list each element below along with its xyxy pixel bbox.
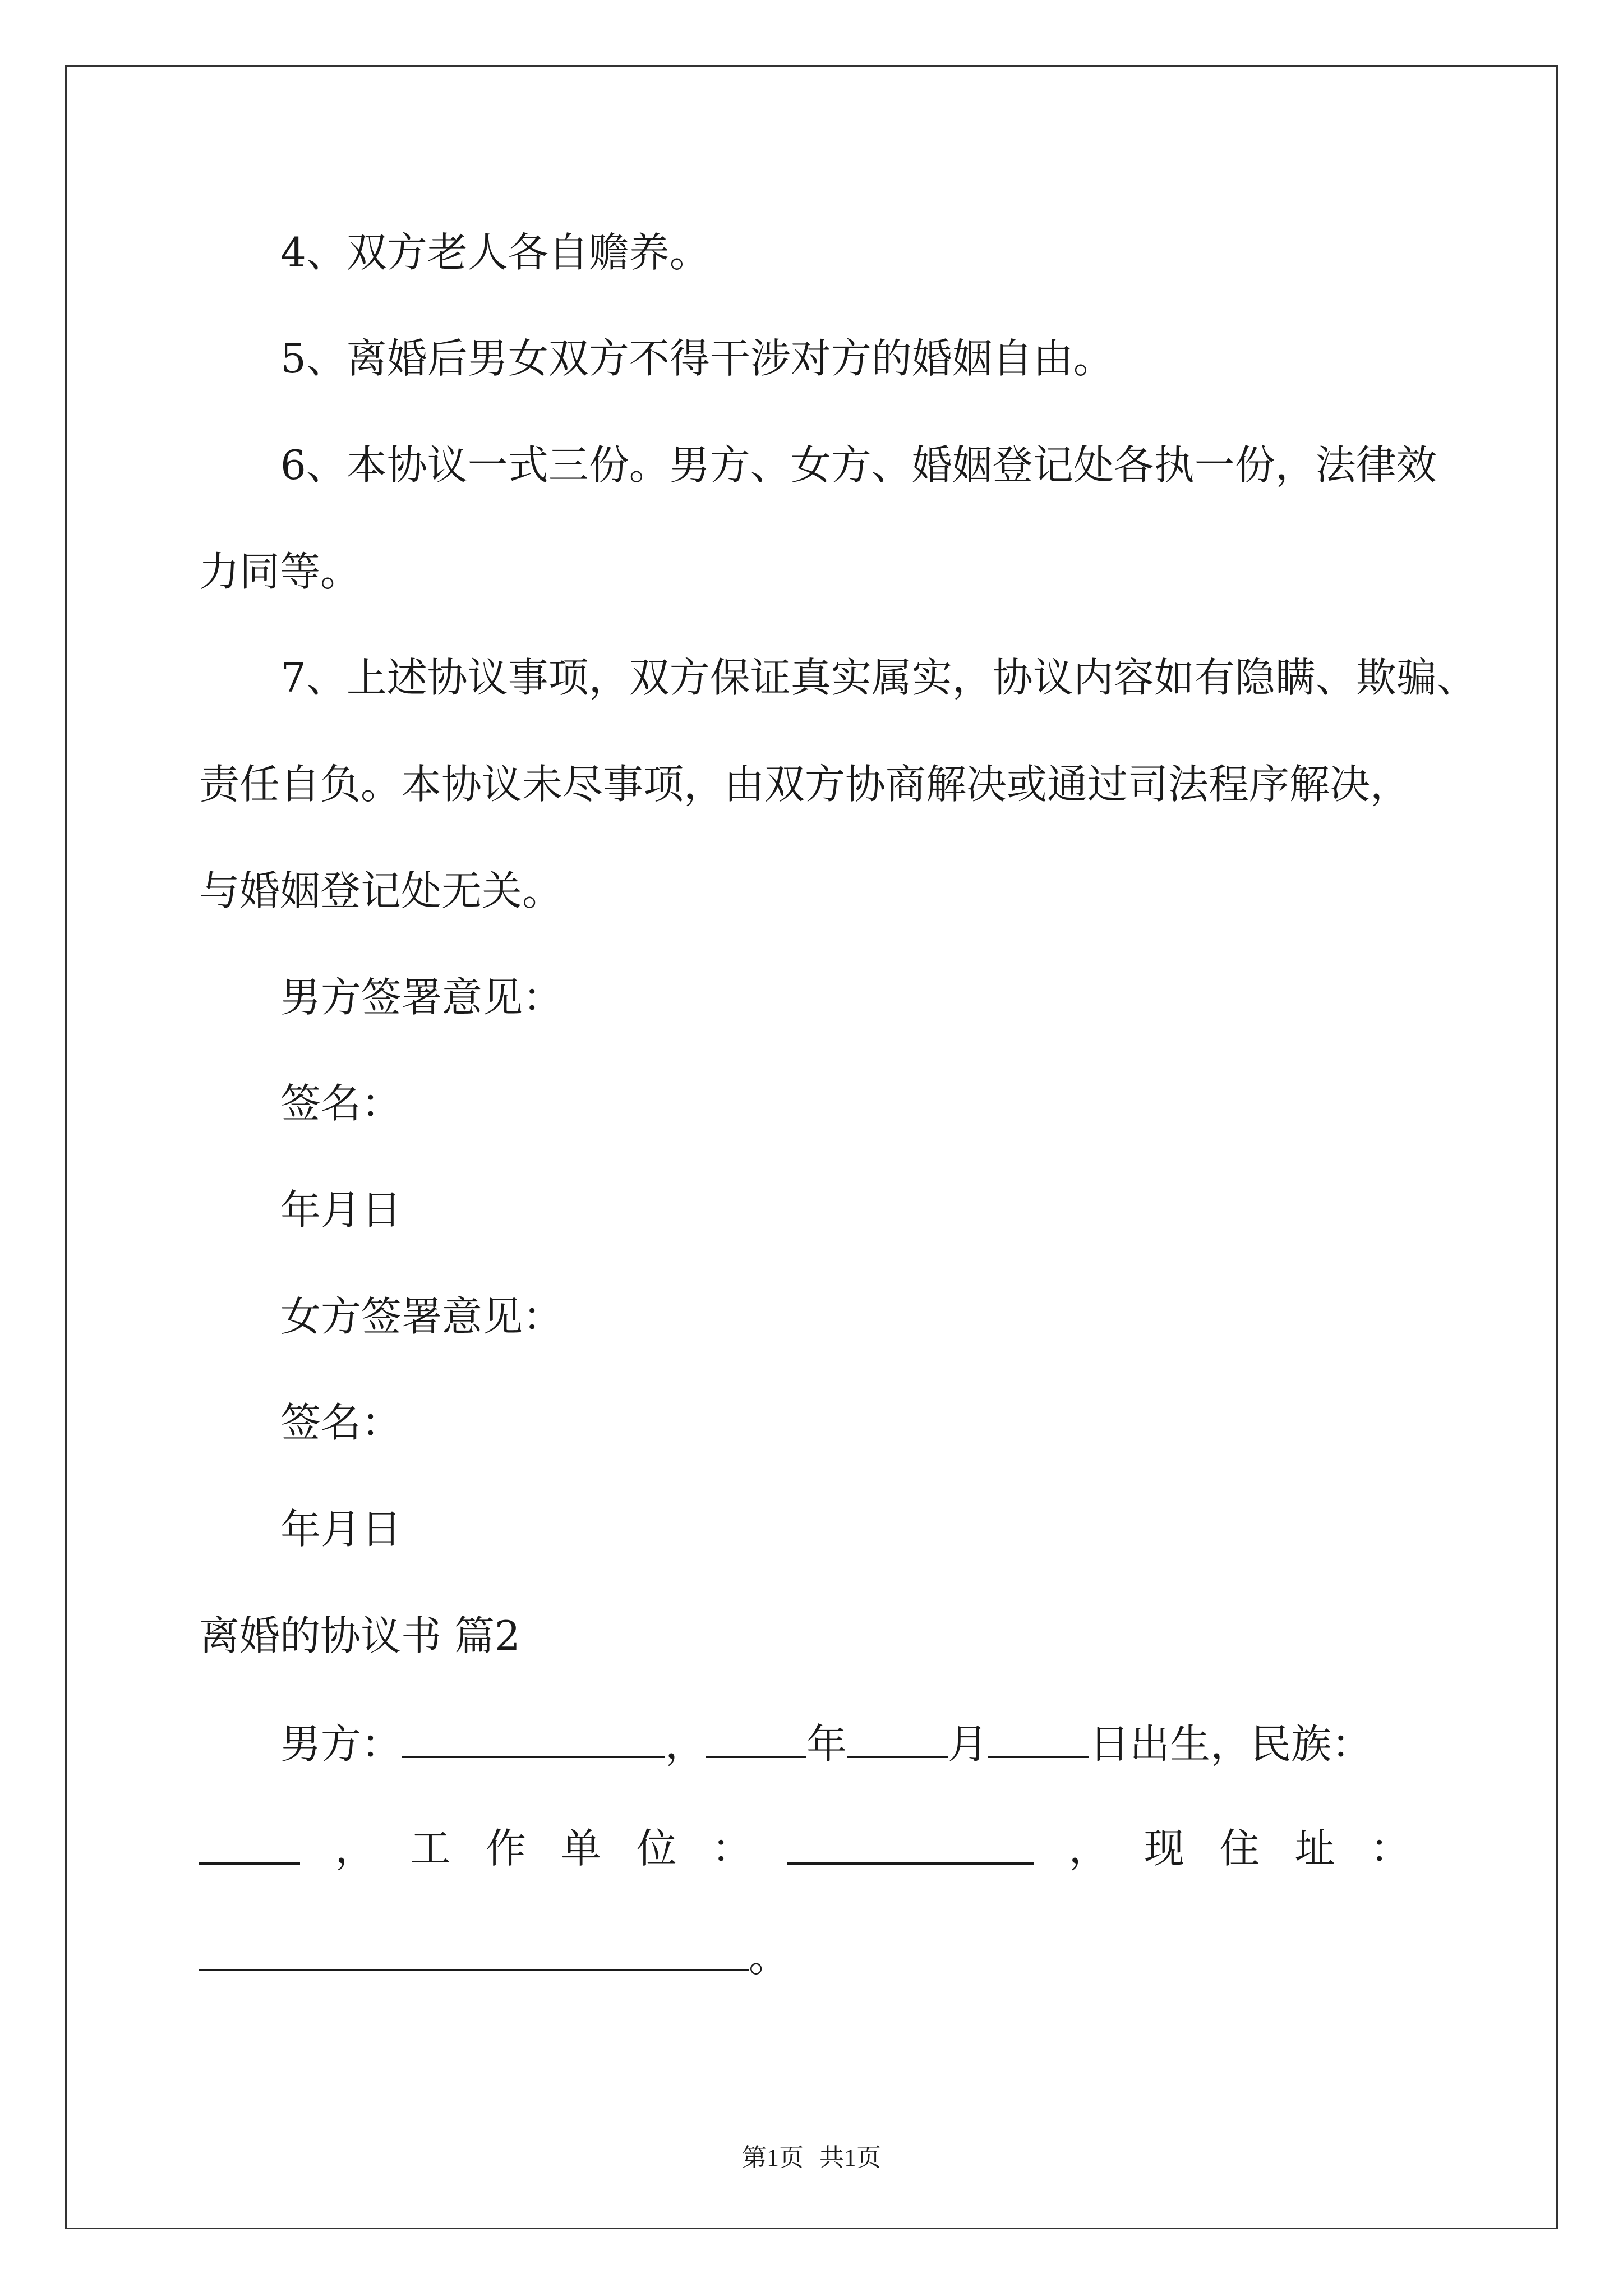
male-label: 男方：	[280, 1720, 402, 1768]
comma: ，	[335, 1825, 376, 1872]
paragraph-7-line-1: 7、上述协议事项，双方保证真实属实，协议内容如有隐瞒、欺骗、	[280, 654, 1477, 701]
period: 。	[749, 1934, 790, 1981]
address-char-2: 住	[1219, 1825, 1260, 1872]
work-char-4: 位	[636, 1825, 677, 1872]
comma: ，	[665, 1720, 706, 1768]
ethnicity-blank	[199, 1823, 300, 1865]
born-ethnicity-label: 日出生，民族：	[1089, 1720, 1372, 1768]
page-total: 共1页	[819, 2144, 881, 2171]
section-2-title: 离婚的协议书 篇2	[199, 1612, 520, 1659]
work-char-2: 作	[485, 1825, 526, 1872]
month-blank	[847, 1717, 948, 1758]
paragraph-7-line-2: 责任自负。本协议未尽事项，由双方协商解决或通过司法程序解决，	[199, 761, 1411, 808]
female-opinion-label: 女方签署意见：	[280, 1293, 564, 1340]
address-line	[199, 1930, 789, 1982]
day-blank	[988, 1717, 1089, 1758]
month-label: 月	[948, 1720, 989, 1768]
paragraph-6-line-2: 力同等。	[199, 548, 361, 595]
male-date-label: 年月日	[280, 1186, 402, 1234]
work-char-1: 工	[410, 1825, 451, 1872]
colon: ：	[711, 1825, 752, 1872]
comma: ，	[1068, 1825, 1109, 1872]
male-opinion-label: 男方签署意见：	[280, 974, 564, 1021]
page-number: 第1页	[742, 2144, 804, 2171]
employer-blank	[787, 1823, 1034, 1865]
address-blank	[199, 1930, 749, 1971]
paragraph-7-line-3: 与婚姻登记处无关。	[199, 867, 563, 914]
work-char-3: 单	[561, 1825, 602, 1872]
page-footer	[0, 2137, 1623, 2173]
paragraph-4: 4、双方老人各自赡养。	[280, 229, 710, 276]
male-sign-label: 签名：	[280, 1080, 402, 1127]
work-address-line	[199, 1823, 1410, 1874]
male-info-line	[280, 1717, 1372, 1769]
colon: ：	[1370, 1825, 1410, 1872]
year-label: 年	[806, 1720, 847, 1768]
paragraph-5: 5、离婚后男女双方不得干涉对方的婚姻自由。	[280, 335, 1114, 382]
year-blank	[706, 1717, 806, 1758]
paragraph-6-line-1: 6、本协议一式三份。男方、女方、婚姻登记处各执一份，法律效	[280, 441, 1437, 489]
female-sign-label: 签名：	[280, 1399, 402, 1446]
address-char-3: 址	[1294, 1825, 1335, 1872]
address-char-1: 现	[1144, 1825, 1184, 1872]
name-blank	[402, 1717, 665, 1758]
female-date-label: 年月日	[280, 1506, 402, 1553]
